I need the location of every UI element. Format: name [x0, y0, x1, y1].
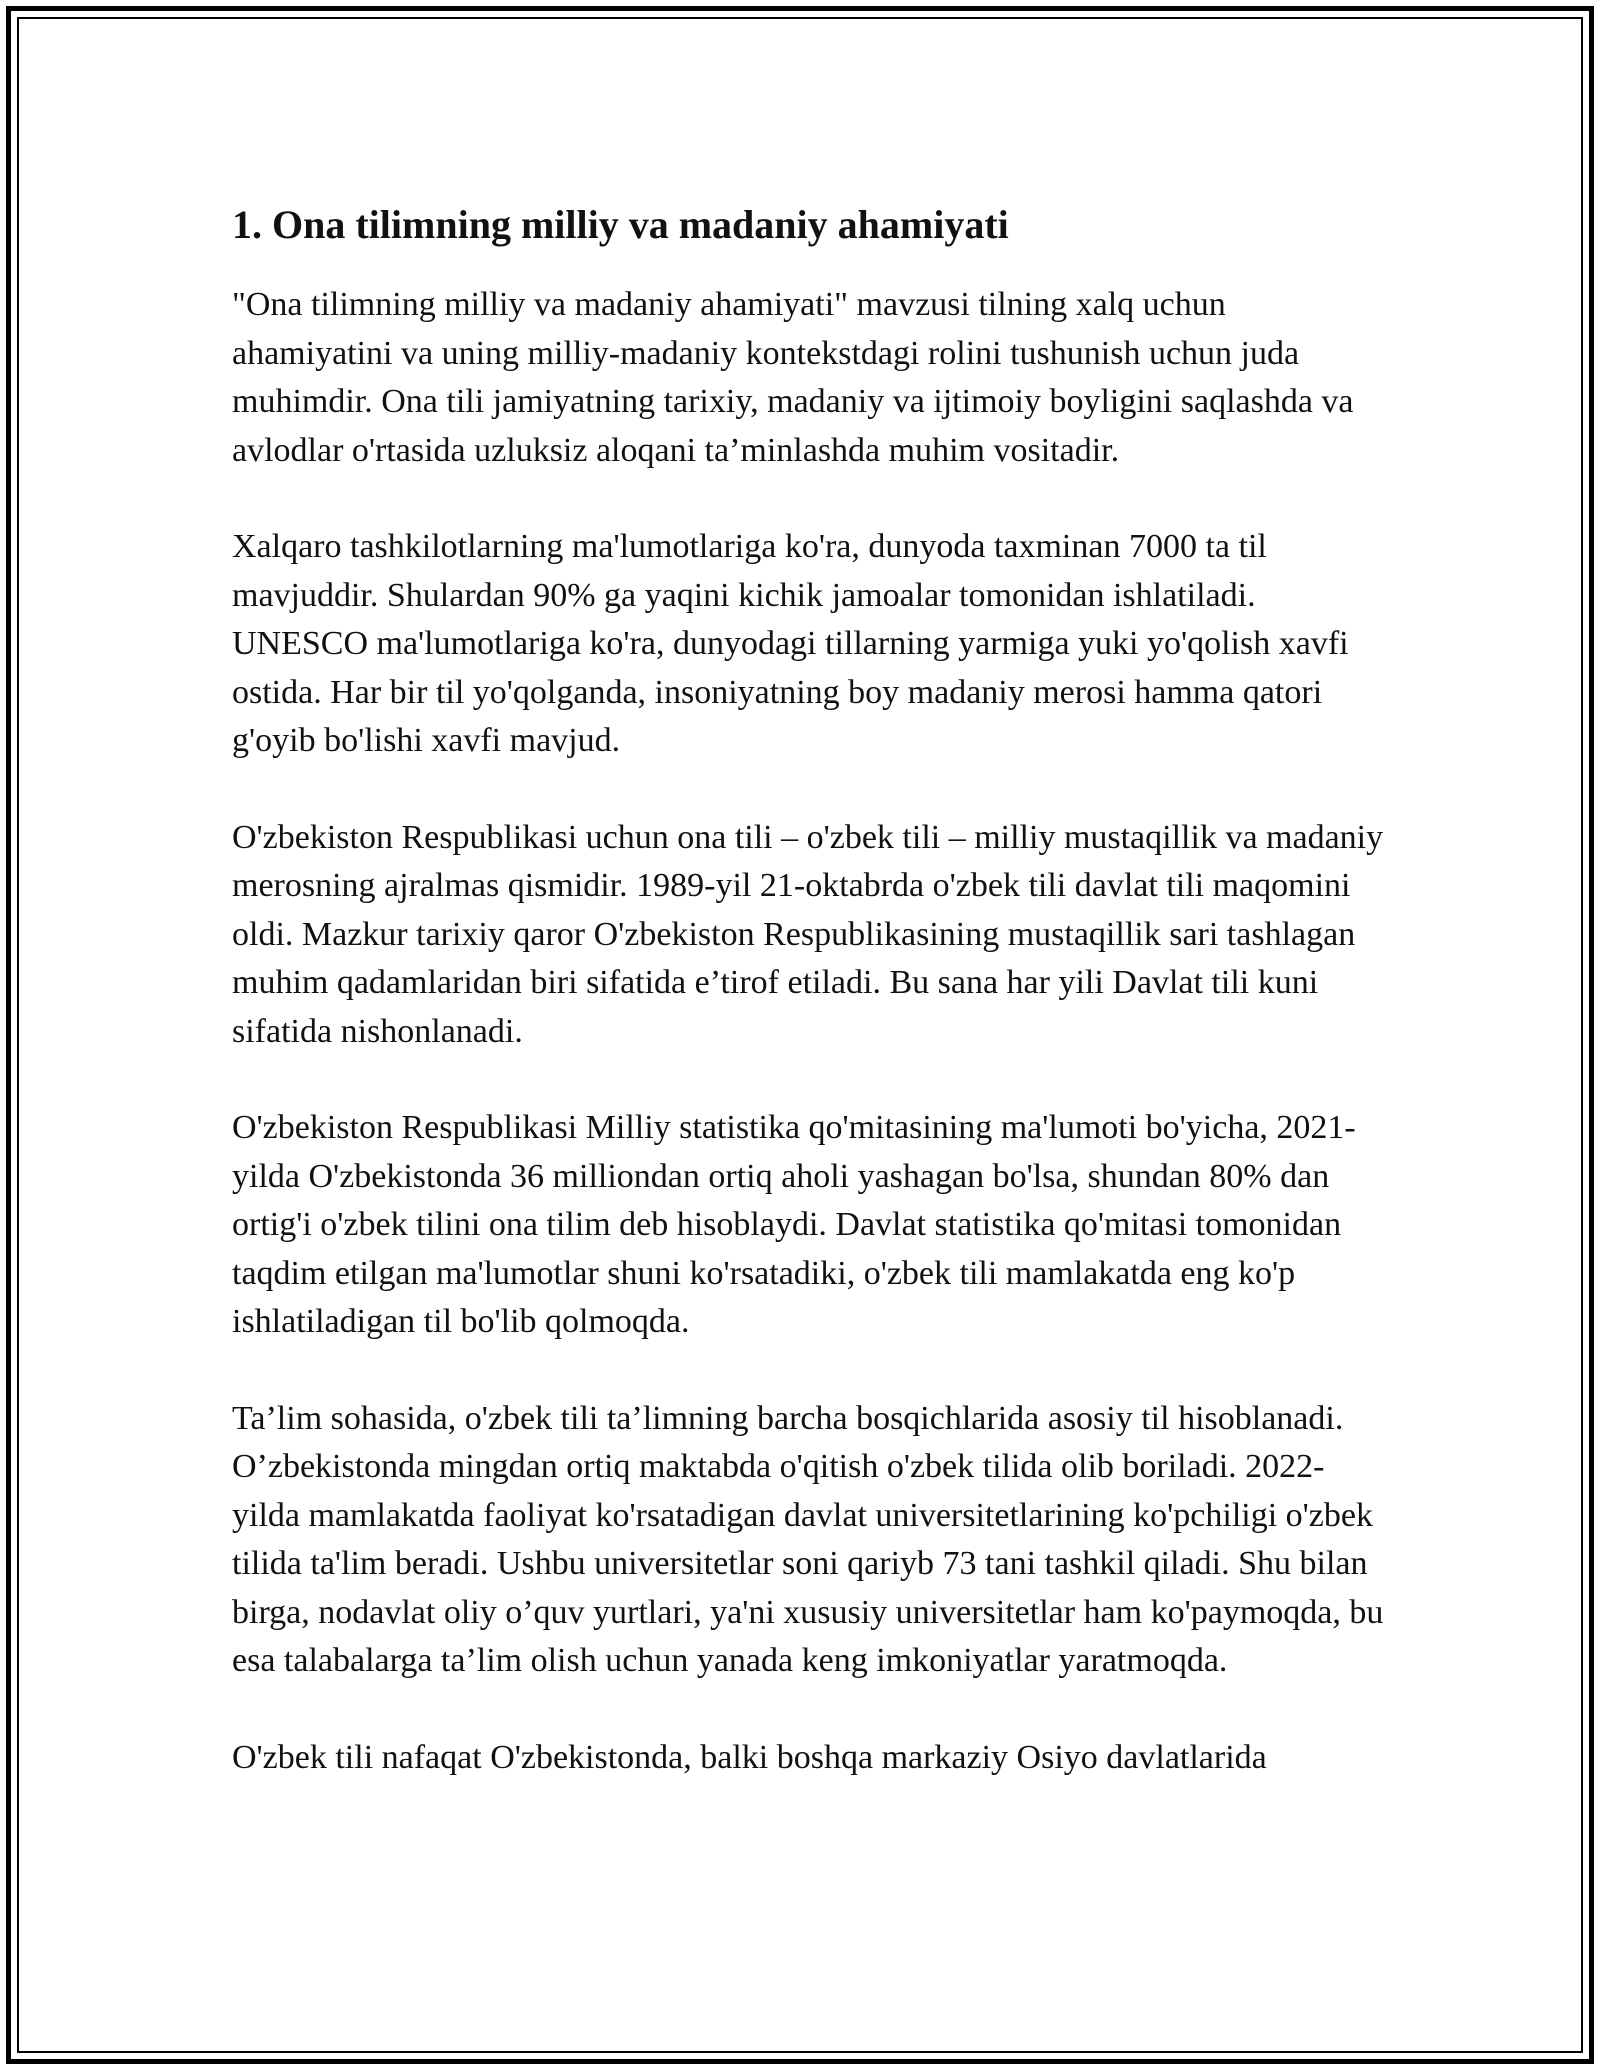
paragraph-5: Ta’lim sohasida, o'zbek tili ta’limning barcha bosqichlarida asosiy til hisoblanadi. O’zbekistonda mingdan ortiq maktabda o'qitish o'zbek tilida olib boriladi. 2022-yilda mamlakatda faoliyat ko'rsatadigan davlat universitetlarining ko'pchiligi o'zbek tilida ta'lim beradi. Ushbu universitetlar soni qariyb 73 tani tashkil qiladi. Shu bilan birga, nodavlat oliy o’quv yurtlari, ya'ni xususiy universitetlar ham ko'paymoqda, bu esa talabalarga ta’lim olish uchun yanada keng imkoniyatlar yaratmoqda.: [232, 1399, 1384, 1679]
paragraph-1: "Ona tilimning milliy va madaniy ahamiyati" mavzusi tilning xalq uchun ahamiyatini va uning milliy-madaniy kontekstdagi rolini tushunish uchun juda muhimdir. Ona tili jamiyatning tarixiy, madaniy va ijtimoiy boyligini saqlashda va avlodlar o'rtasida uzluksiz aloqani ta’minlashda muhim vositadir.: [232, 286, 1354, 469]
document-page: [6, 6, 1594, 2064]
section-heading: 1. Ona tilimning milliy va madaniy ahamiyati: [232, 202, 1009, 247]
document-body: [232, 195, 1392, 1782]
paragraph-3: O'zbekiston Respublikasi uchun ona tili – o'zbek tili – milliy mustaqillik va madaniy merosning ajralmas qismidir. 1989-yil 21-oktabrda o'zbek tili davlat tili maqomini oldi. Mazkur tarixiy qaror O'zbekiston Respublikasining mustaqillik sari tashlagan muhim qadamlaridan biri sifatida e’tirof etiladi. Bu sana har yili Davlat tili kuni sifatida nishonlanadi.: [232, 818, 1384, 1050]
paragraph-4: O'zbekiston Respublikasi Milliy statistika qo'mitasining ma'lumoti bo'yicha, 2021-yilda O'zbekistonda 36 milliondan ortiq aholi yashagan bo'lsa, shundan 80% dan ortig'i o'zbek tilini ona tilim deb hisoblaydi. Davlat statistika qo'mitasi tomonidan taqdim etilgan ma'lumotlar shuni ko'rsatadiki, o'zbek tili mamlakatda eng ko'p ishlatiladigan til bo'lib qolmoqda.: [232, 1109, 1356, 1340]
paragraph-2: Xalqaro tashkilotlarning ma'lumotlariga ko'ra, dunyoda taxminan 7000 ta til mavjuddir. Shulardan 90% ga yaqini kichik jamoalar tomonidan ishlatiladi. UNESCO ma'lumotlariga ko'ra, dunyodagi tillarning yarmiga yuki yo'qolish xavfi ostida. Har bir til yo'qolganda, insoniyatning boy madaniy merosi hamma qatori g'oyib bo'lishi xavfi mavjud.: [232, 528, 1349, 759]
paragraph-6: O'zbek tili nafaqat O'zbekistonda, balki boshqa markaziy Osiyo davlatlarida: [232, 1738, 1267, 1776]
